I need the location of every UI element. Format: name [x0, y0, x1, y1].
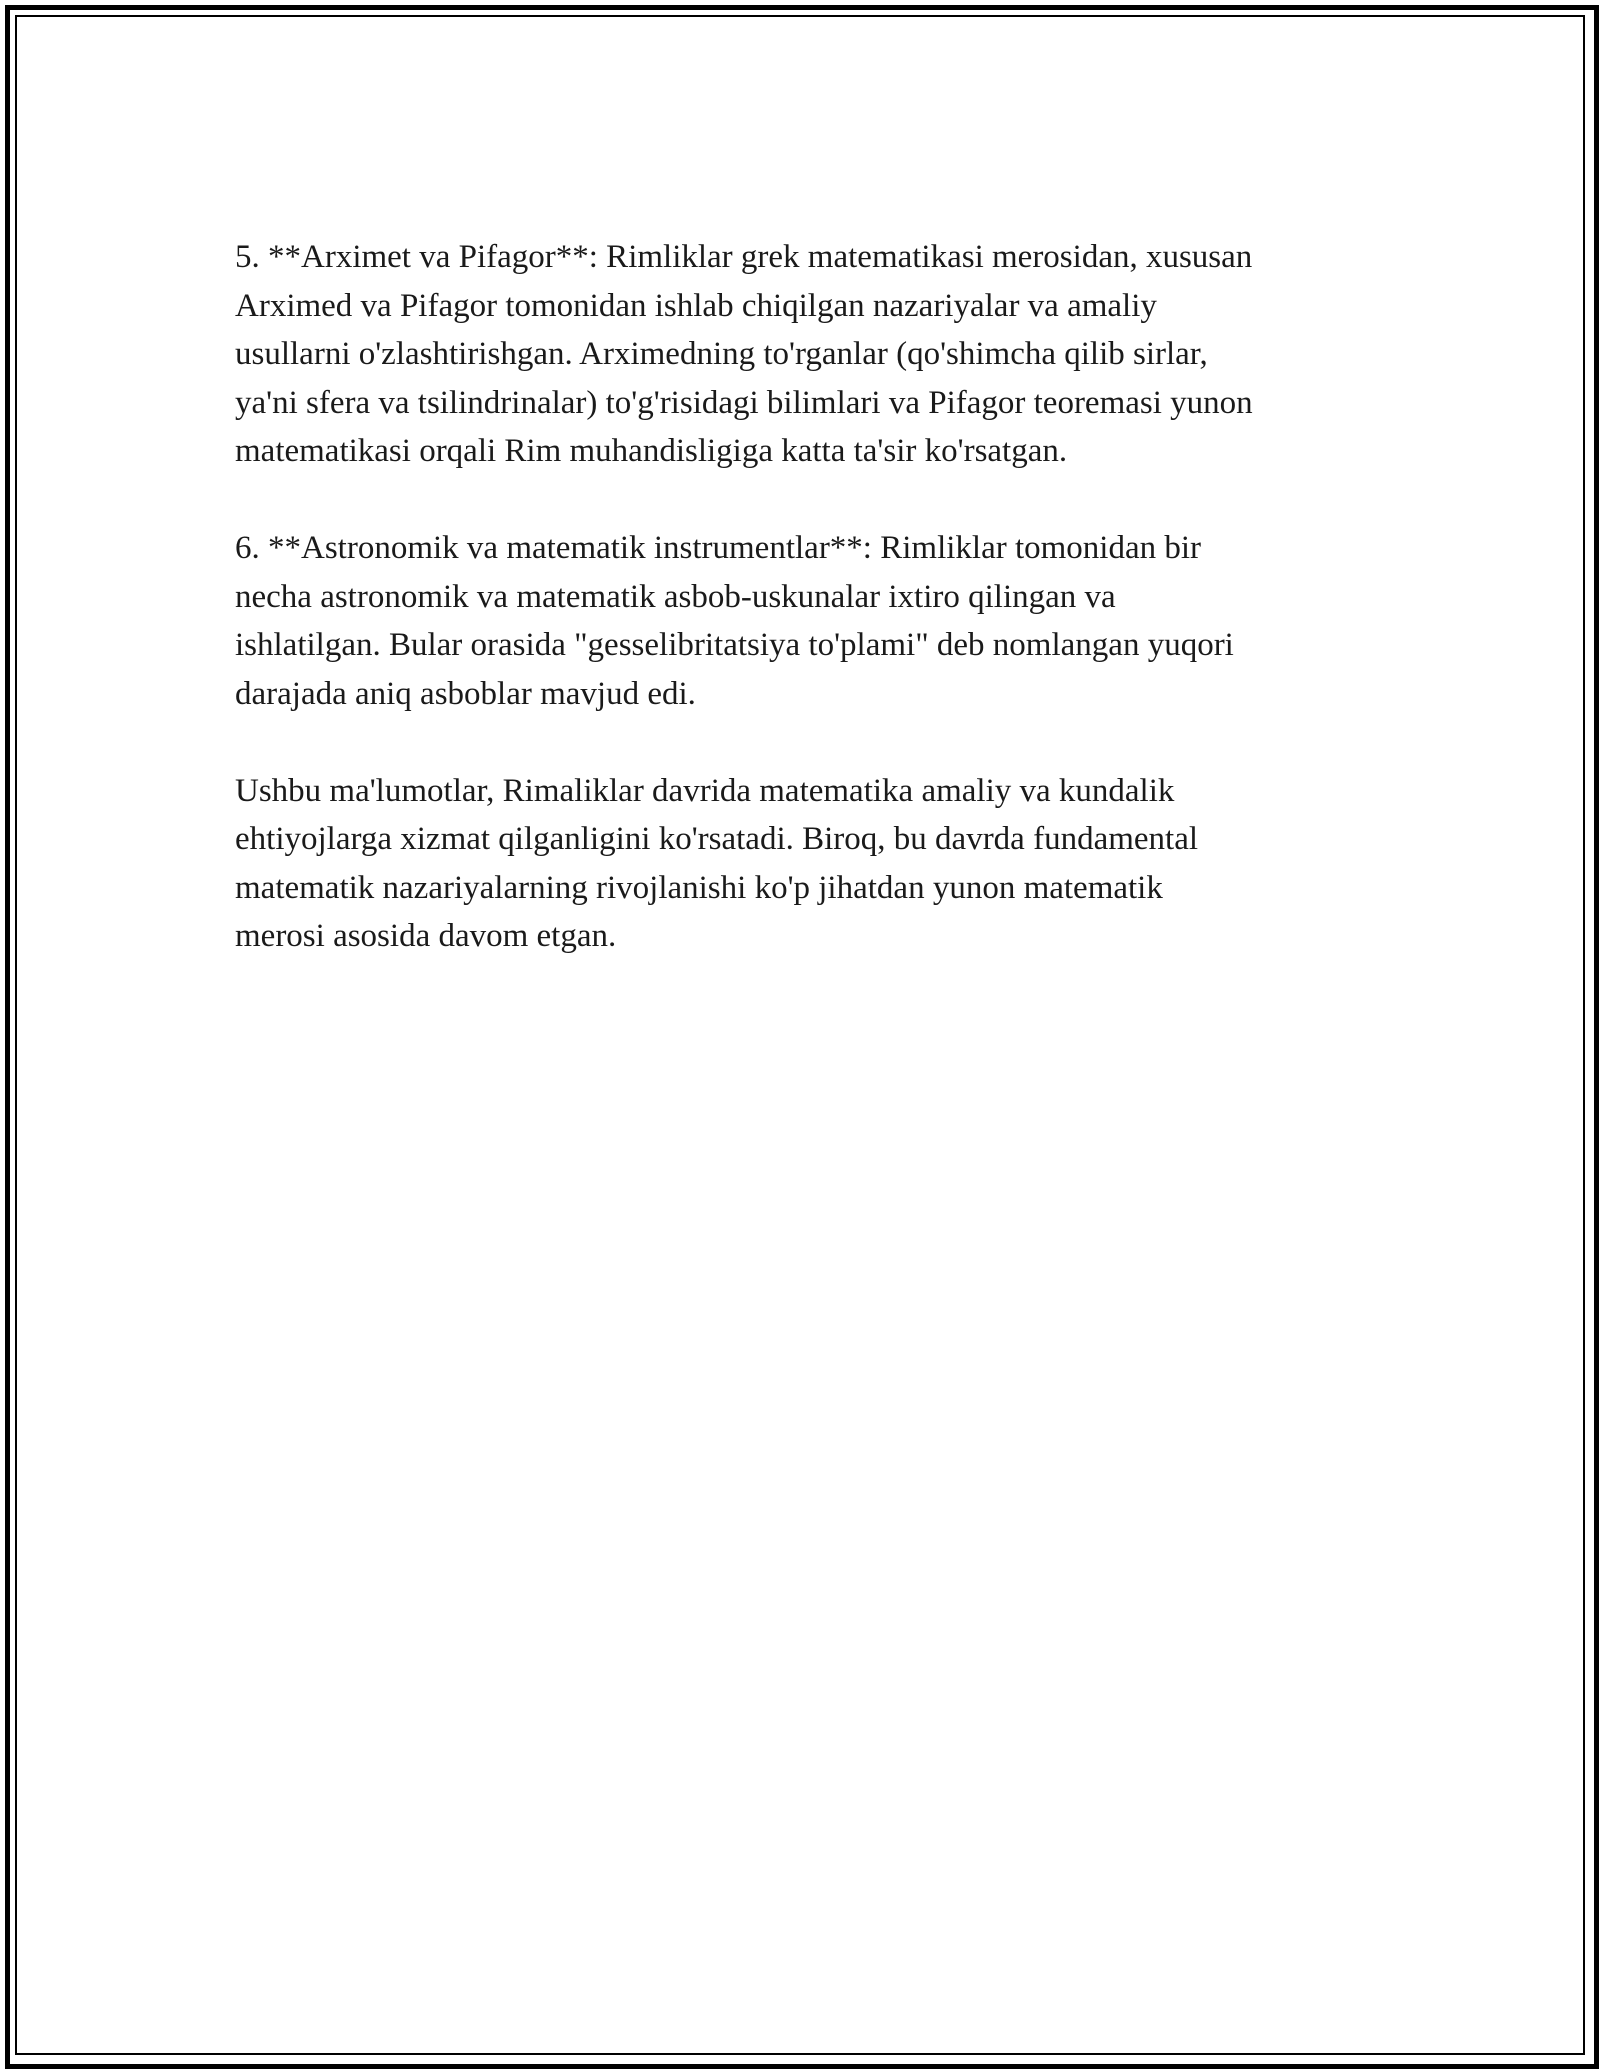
paragraph-instruments [235, 524, 1385, 718]
text-line: necha astronomik va matematik asbob-uskunalar ixtiro qilingan va [235, 578, 1116, 615]
text-line: ehtiyojlarga xizmat qilganligini ko'rsatadi. Biroq, bu davrda fundamental [235, 821, 1199, 857]
text-line: matematik nazariyalarning rivojlanishi ko'p jihatdan yunon matematik [235, 869, 1163, 906]
text-line: darajada aniq asboblar mavjud edi. [235, 675, 696, 712]
document-body [235, 233, 1385, 961]
text-line: usullarni o'zlashtirishgan. Arximedning to'rganlar (qo'shimcha qilib sirlar, [235, 336, 1208, 372]
text-line: 6. **Astronomik va matematik instrumentlar**: Rimliklar tomonidan bir [235, 530, 1202, 566]
text-line: Ushbu ma'lumotlar, Rimaliklar davrida matematika amaliy va kundalik [235, 772, 1175, 809]
text-line: ishlatilgan. Bular orasida "gesselibritatsiya to'plami" deb nomlangan yuqori [235, 627, 1234, 663]
text-line: Arximed va Pifagor tomonidan ishlab chiqilgan nazariyalar va amaliy [235, 287, 1157, 324]
text-line: matematikasi orqali Rim muhandisligiga katta ta'sir ko'rsatgan. [235, 433, 1068, 469]
text-line: merosi asosida davom etgan. [235, 918, 617, 954]
paragraph-archimedes-pythagoras [235, 233, 1385, 476]
paragraph-conclusion [235, 767, 1385, 961]
text-line: ya'ni sfera va tsilindrinalar) to'g'risidagi bilimlari va Pifagor teoremasi yunon [235, 384, 1253, 421]
text-line: 5. **Arximet va Pifagor**: Rimliklar grek matematikasi merosidan, xususan [235, 239, 1253, 275]
